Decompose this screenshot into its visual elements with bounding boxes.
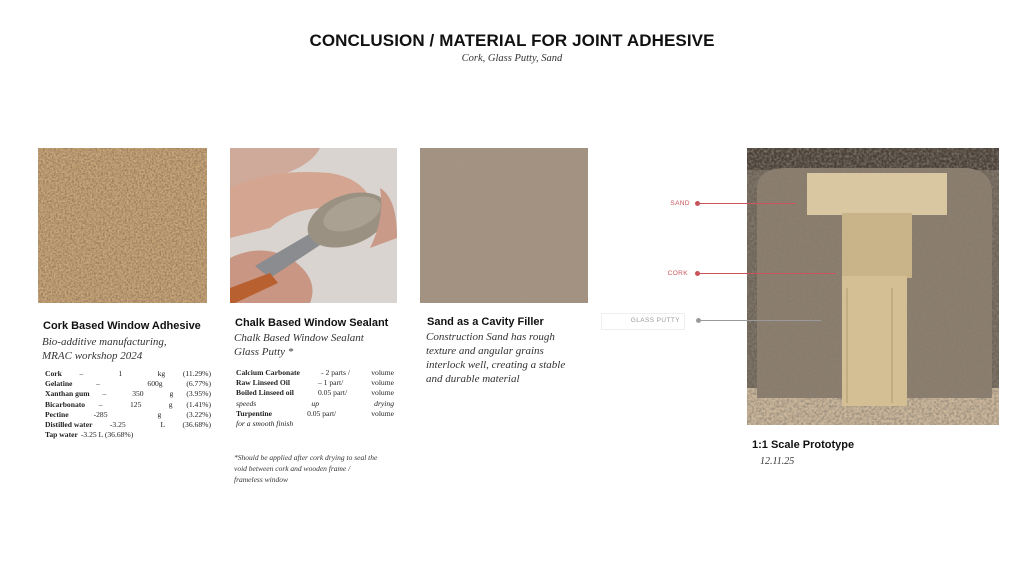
page-subtitle: Cork, Glass Putty, Sand: [461, 53, 563, 64]
ingredient-dash: –: [96, 379, 100, 389]
cork-desc-line: MRAC workshop 2024: [42, 350, 143, 362]
footnote-line: *Should be applied after cork drying to seal the: [234, 453, 378, 462]
ingredient-percent: (11.29%): [182, 369, 211, 378]
chalk-recipe-list: [236, 368, 394, 429]
chalk-recipe-row: [236, 409, 394, 419]
ingredient-amount: 125: [130, 399, 142, 409]
callout-glass-putty-line: [699, 320, 821, 321]
ingredient-name: Calcium Carbonate: [236, 368, 300, 377]
ingredient-percent: (3.95%): [186, 389, 211, 399]
prototype-heading: 1:1 Scale Prototype: [752, 439, 855, 451]
ingredient-unit: volume: [371, 368, 394, 377]
cork-heading: Cork Based Window Adhesive: [43, 320, 201, 332]
ingredient-unit: kg: [157, 369, 166, 378]
cork-recipe-row: [45, 400, 211, 410]
callout-cork-label: CORK: [667, 270, 688, 277]
chalk-recipe-row: speeds up drying: [236, 398, 394, 408]
ingredient-dash: –: [102, 389, 107, 399]
sand-heading: Sand as a Cavity Filler: [427, 316, 544, 328]
ingredient-percent: (3.22%): [186, 409, 211, 419]
sand-description: [426, 330, 565, 386]
ingredient-amount: 0.05 part/: [317, 388, 348, 398]
ingredient-note: drying: [374, 398, 394, 408]
ingredient-name: Boiled Linseed oil: [236, 388, 294, 398]
ingredient-percent: (36.68%): [182, 420, 211, 430]
ingredient-unit: volume: [371, 378, 394, 388]
sand-photo: [420, 148, 588, 303]
page-title: CONCLUSION / MATERIAL FOR JOINT ADHESIVE: [309, 31, 715, 50]
ingredient-amount: 1: [118, 369, 123, 378]
ingredient-amount: - 2 parts /: [321, 368, 351, 377]
ingredient-percent: (6.77%): [186, 379, 211, 389]
prototype-photo: [747, 148, 999, 425]
cork-recipe-list: [45, 369, 211, 440]
sand-desc-line: texture and angular grains: [426, 345, 544, 357]
chalk-recipe-row: [236, 378, 394, 388]
cork-desc-line: Bio-additive manufacturing,: [42, 336, 167, 348]
cork-recipe-row: [45, 420, 211, 430]
ingredient-unit: g: [168, 399, 173, 409]
ingredient-dash: –: [79, 369, 84, 378]
ingredient-name: Turpentine: [236, 408, 273, 418]
ingredient-name: Bicarbonato: [45, 399, 86, 409]
callout-glass-putty-label: GLASS PUTTY: [630, 317, 680, 324]
ingredient-unit: g: [169, 389, 174, 399]
chalk-description: [234, 331, 364, 359]
ingredient-amount: 350: [132, 389, 144, 399]
ingredient-note: for a smooth finish: [236, 419, 294, 429]
ingredient-name: Tap water: [45, 430, 78, 440]
glass-putty-photo: [230, 148, 397, 303]
chalk-desc-line: Glass Putty *: [234, 346, 294, 358]
ingredient-amount: -285: [93, 409, 108, 419]
cork-description: [42, 335, 167, 363]
footnote-line: frameless window: [234, 475, 288, 484]
chalk-desc-line: Chalk Based Window Sealant: [234, 332, 364, 344]
ingredient-unit: volume: [371, 408, 394, 418]
sand-desc-line: interlock well, creating a stable: [426, 359, 566, 371]
ingredient-name: Distilled water: [45, 420, 93, 430]
prototype-date: 12.11.25: [760, 456, 795, 467]
cork-recipe-row: [45, 379, 211, 389]
cork-recipe-row: [45, 410, 211, 420]
ingredient-name: Gelatine: [45, 379, 73, 389]
sand-desc-line: Construction Sand has rough: [426, 331, 555, 343]
cork-recipe-row: [45, 389, 211, 399]
chalk-heading: Chalk Based Window Sealant: [235, 317, 389, 329]
ingredient-amount: – 1 part/: [317, 378, 344, 388]
chalk-recipe-row: [236, 388, 394, 398]
ingredient-amount: 0.05 part/: [307, 408, 337, 418]
ingredient-percent: (1.41%): [186, 399, 211, 409]
ingredient-unit: g: [157, 409, 162, 419]
footnote-line: void between cork and wooden frame /: [234, 464, 351, 473]
ingredient-amount: -3.25 L (36.68%): [80, 430, 134, 440]
ingredient-dash: –: [98, 399, 103, 409]
callout-sand-label: SAND: [670, 200, 690, 207]
ingredient-name: Raw Linseed Oil: [236, 378, 291, 388]
cork-recipe-row: [45, 430, 211, 440]
ingredient-unit: volume: [371, 388, 394, 398]
ingredient-unit: L: [160, 420, 166, 430]
chalk-footnote: [234, 452, 404, 485]
chalk-recipe-row: [236, 419, 394, 429]
cork-photo: [38, 148, 207, 303]
cork-recipe-row: [45, 369, 211, 379]
chalk-recipe-row: [236, 368, 394, 378]
ingredient-amount: -3.25: [109, 420, 126, 430]
ingredient-name: Xanthan gum: [45, 389, 90, 399]
ingredient-name: Pectine: [45, 409, 69, 419]
callout-sand-line: [698, 203, 796, 204]
ingredient-amount: 600g: [147, 379, 163, 389]
callout-cork-line: [698, 273, 836, 274]
sand-desc-line: and durable material: [426, 373, 520, 385]
ingredient-name: Cork: [45, 369, 62, 378]
